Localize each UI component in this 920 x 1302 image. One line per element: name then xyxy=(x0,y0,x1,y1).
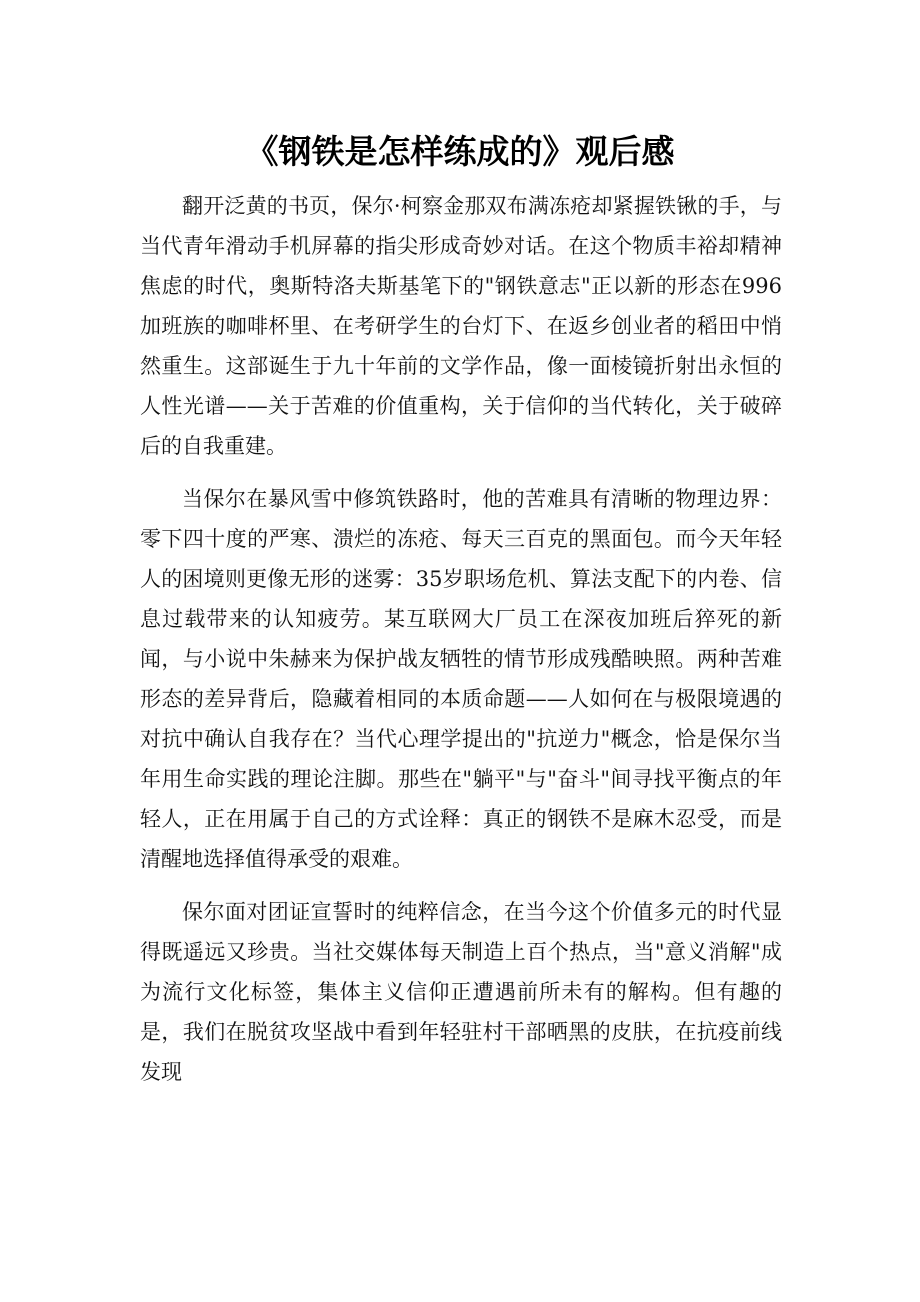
paragraph-2: 当保尔在暴风雪中修筑铁路时，他的苦难具有清晰的物理边界：零下四十度的严寒、溃烂的冻疮、每天三百克的黑面包。而今天年轻人的困境则更像无形的迷雾：35岁职场危机、算法支配下的内卷、信息过载带来的认知疲劳。某互联网大厂员工在深夜加班后猝死的新闻，与小说中朱赫来为保护战友牺牲的情节形成残酷映照。两种苦难形态的差异背后，隐藏着相同的本质命题——人如何在与极限境遇的对抗中确认自我存在？当代心理学提出的"抗逆力"概念，恰是保尔当年用生命实践的理论注脚。那些在"躺平"与"奋斗"间寻找平衡点的年轻人，正在用属于自己的方式诠释：真正的钢铁不是麻木忍受，而是清醒地选择值得承受的艰难。 xyxy=(140,487,782,871)
paragraph-1: 翻开泛黄的书页，保尔·柯察金那双布满冻疮却紧握铁锹的手，与当代青年滑动手机屏幕的指尖形成奇妙对话。在这个物质丰裕却精神焦虑的时代，奥斯特洛夫斯基笔下的"钢铁意志"正以新的形态在996加班族的咖啡杯里、在考研学生的台灯下、在返乡创业者的稻田中悄然重生。这部诞生于九十年前的文学作品，像一面棱镜折射出永恒的人性光谱——关于苦难的价值重构，关于信仰的当代转化，关于破碎后的自我重建。 xyxy=(140,194,782,458)
paragraph-3: 保尔面对团证宣誓时的纯粹信念，在当今这个价值多元的时代显得既遥远又珍贵。当社交媒体每天制造上百个热点，当"意义消解"成为流行文化标签，集体主义信仰正遭遇前所未有的解构。但有趣的是，我们在脱贫攻坚战中看到年轻驻村干部晒黑的皮肤，在抗疫前线发现 xyxy=(140,900,782,1084)
page-title: 《钢铁是怎样练成的》观后感 xyxy=(245,132,675,171)
document-body xyxy=(140,186,782,1105)
